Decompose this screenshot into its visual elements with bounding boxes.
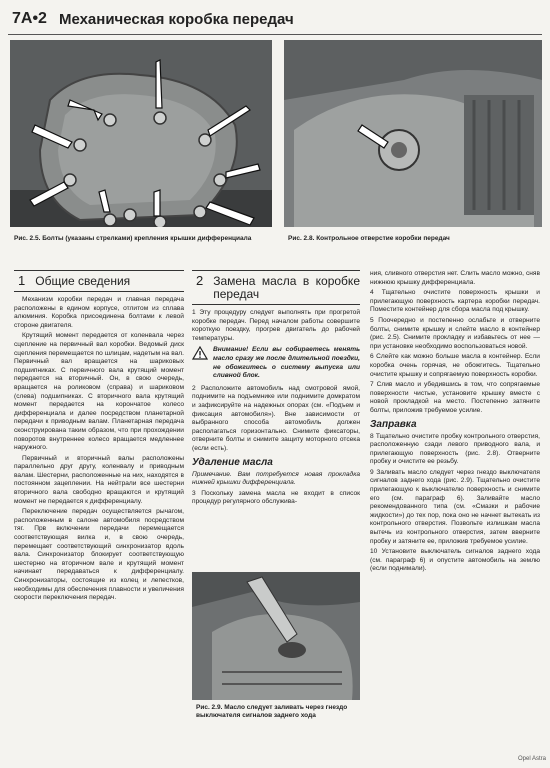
paragraph: 7 Слив масло и убедившись в том, что сопрягаемые поверхности чистые, установите крышку вместе с новой прокладкой на место. Постепенно затяните болты, приложив требуемое усилие. — [370, 381, 540, 414]
subsection-oil-removal-title: Удаление масла — [192, 456, 273, 468]
section-1-title: Общие сведения — [35, 274, 131, 288]
paragraph: 8 Тщательно очистите пробку контрольного отверстия, расположенную сзади левого приводного вала, и прилегающую поверхность (рис. 2.8). Отверните пробку и очистите ее резьбу. — [370, 432, 540, 466]
column-1 — [14, 270, 184, 605]
chapter-title: Механическая коробка передач — [58, 10, 294, 28]
paragraph: Механизм коробки передач и главная передача расположены в едином корпусе, отлитом из сплава алюминия. Коробка присоединена болтами к левой стороне двигателя. — [14, 296, 184, 329]
figure-2-9-photo — [192, 572, 360, 700]
page-number: 7A•2 — [12, 10, 47, 27]
section-2-heading — [192, 270, 360, 305]
subsection-refill-title: Заправка — [370, 418, 417, 430]
figure-2-8-photo — [284, 40, 542, 227]
figure-2-5-photo — [10, 40, 272, 227]
paragraph: 10 Установите выключатель сигналов заднего хода (см. параграф 6) и опустите автомобиль на землю (если поднимали). — [370, 548, 540, 573]
footer-book-title: Opel Astra — [517, 756, 546, 762]
paragraph: ния, сливного отверстия нет. Слить масло можно, сняв нижнюю крышку дифференциала. — [370, 270, 540, 286]
paragraph: 5 Поочередно и постепенно ослабьте и отверните болты, снимите крышку и слейте масло в контейнер (рис. 2.5). Снимите прокладку и избавьтесь от нее — при установке необходимо воспользоваться новой. — [370, 316, 540, 350]
section-2-title: Замена масла в коробке передач — [213, 274, 360, 301]
figure-2-8-caption: Рис. 2.8. Контрольное отверстие коробки передач — [288, 235, 450, 242]
column-2 — [192, 270, 360, 509]
warning-box — [192, 346, 360, 380]
warning-text: Внимание! Если вы собираетесь менять масло сразу же после длительной поездки, не обожгитесь о систему выпуска или сливной блок. — [213, 346, 360, 380]
paragraph: 2 Расположите автомобиль над смотровой ямой, поднимите на подъемнике или поднимите домкратом и зафиксируйте на надежных опорах (см. «Подъем и фиксация автомобиля»). Вне зависимости от выбранного способа автомобиль должен располагаться горизонтально. Снимите фиксаторы, отверните болты и снимите защиту моторного отсека (если есть). — [192, 384, 360, 452]
section-2-number: 2 — [196, 273, 204, 288]
paragraph: Крутящий момент передается от коленвала через сцепление на первичный вал коробки. Ведомый диск сцепления перемещается по шлицам, надетым на вал. Первичный вал вращается на шариковых подшипниках. С первичного вала крутящий момент передается на вторичный. Он, в свою очередь, вращается на роликовом (справа) и шариковом (слева) подшипниках. С вторичного вала крутящий момент передается на корончатое колесо дифференциала и далее посредством планетарной передачи к приводным валам. Планетарная передача сконструирована таким образом, что при прохождении поворотов внутреннее колесо вращается медленнее наружного. — [14, 332, 184, 452]
figure-2-5-caption: Рис. 2.5. Болты (указаны стрелками) крепления крышки дифференциала — [14, 235, 252, 242]
paragraph: 3 Поскольку замена масла не входит в список процедур регулярного обслужива- — [192, 489, 360, 506]
figure-2-9-caption: Рис. 2.9. Масло следует заливать через гнездо выключателя сигналов заднего хода — [196, 704, 348, 719]
paragraph: 1 Эту процедуру следует выполнять при прогретой коробке передач. Перед началом работы совершите короткую поездку, прогрев двигатель до рабочей температуры. — [192, 309, 360, 342]
column-3 — [370, 270, 540, 576]
section-1-number: 1 — [18, 273, 26, 288]
paragraph: Переключение передач осуществляется рычагом, расположенным в салоне автомобиля посредством тяг. Прв включении передачи перемещается соответствующая вилка и, в свою очередь, перемещает соответствующий синхронизатор вдоль вала. Синхронизатор блокирует соответствующую шестерню на вторичном вале и крутящий момент начинает передаваться к дифференциалу. Синхронизаторы, состоящие из колец и лепестков, необходимы для обеспечения плавности и увеличения скорости переключения передач. — [14, 508, 184, 602]
paragraph: Первичный и вторичный валы расположены параллельно друг другу, коленвалу и приводным валам. Шестерни, расположенные на них, находятся в постоянном зацеплении. На нейтрали все шестерни вторичного вала свободно вращаются и крутящий момент не передается к дифференциалу. — [14, 454, 184, 505]
warning-triangle-icon — [192, 346, 208, 360]
note: Примечание. Вам потребуется новая прокладка нижней крышки дифференциала. — [192, 470, 360, 487]
paragraph: 6 Слейте как можно больше масла в контейнер. Если коробка очень горячая, не обожгитесь. Тщательно очистите крышку и сопрягаемую поверхность коробки. — [370, 353, 540, 378]
page-header — [8, 4, 542, 35]
paragraph: 4 Тщательно очистите поверхность крышки и прилегающую поверхность картера коробки передач. Поместите контейнер для сбора масла под крышку. — [370, 289, 540, 314]
section-1-heading — [14, 270, 184, 292]
paragraph: 9 Заливать масло следует через гнездо выключателя сигналов заднего хода (рис. 2.9). Тщательно очистите прилегающую к выключателю поверхность и снимите его (см. параграф 6). Заливайте масло рекомендованного типа (см. «Смазки и рабочие жидкости») до тех пор, пока оно не начнет вытекать из контрольного отверстия. Позвольте излишкам масла вытечь из контрольного отверстия, затем вверните пробку и затяните ее, приложив требуемое усилие. — [370, 468, 540, 545]
